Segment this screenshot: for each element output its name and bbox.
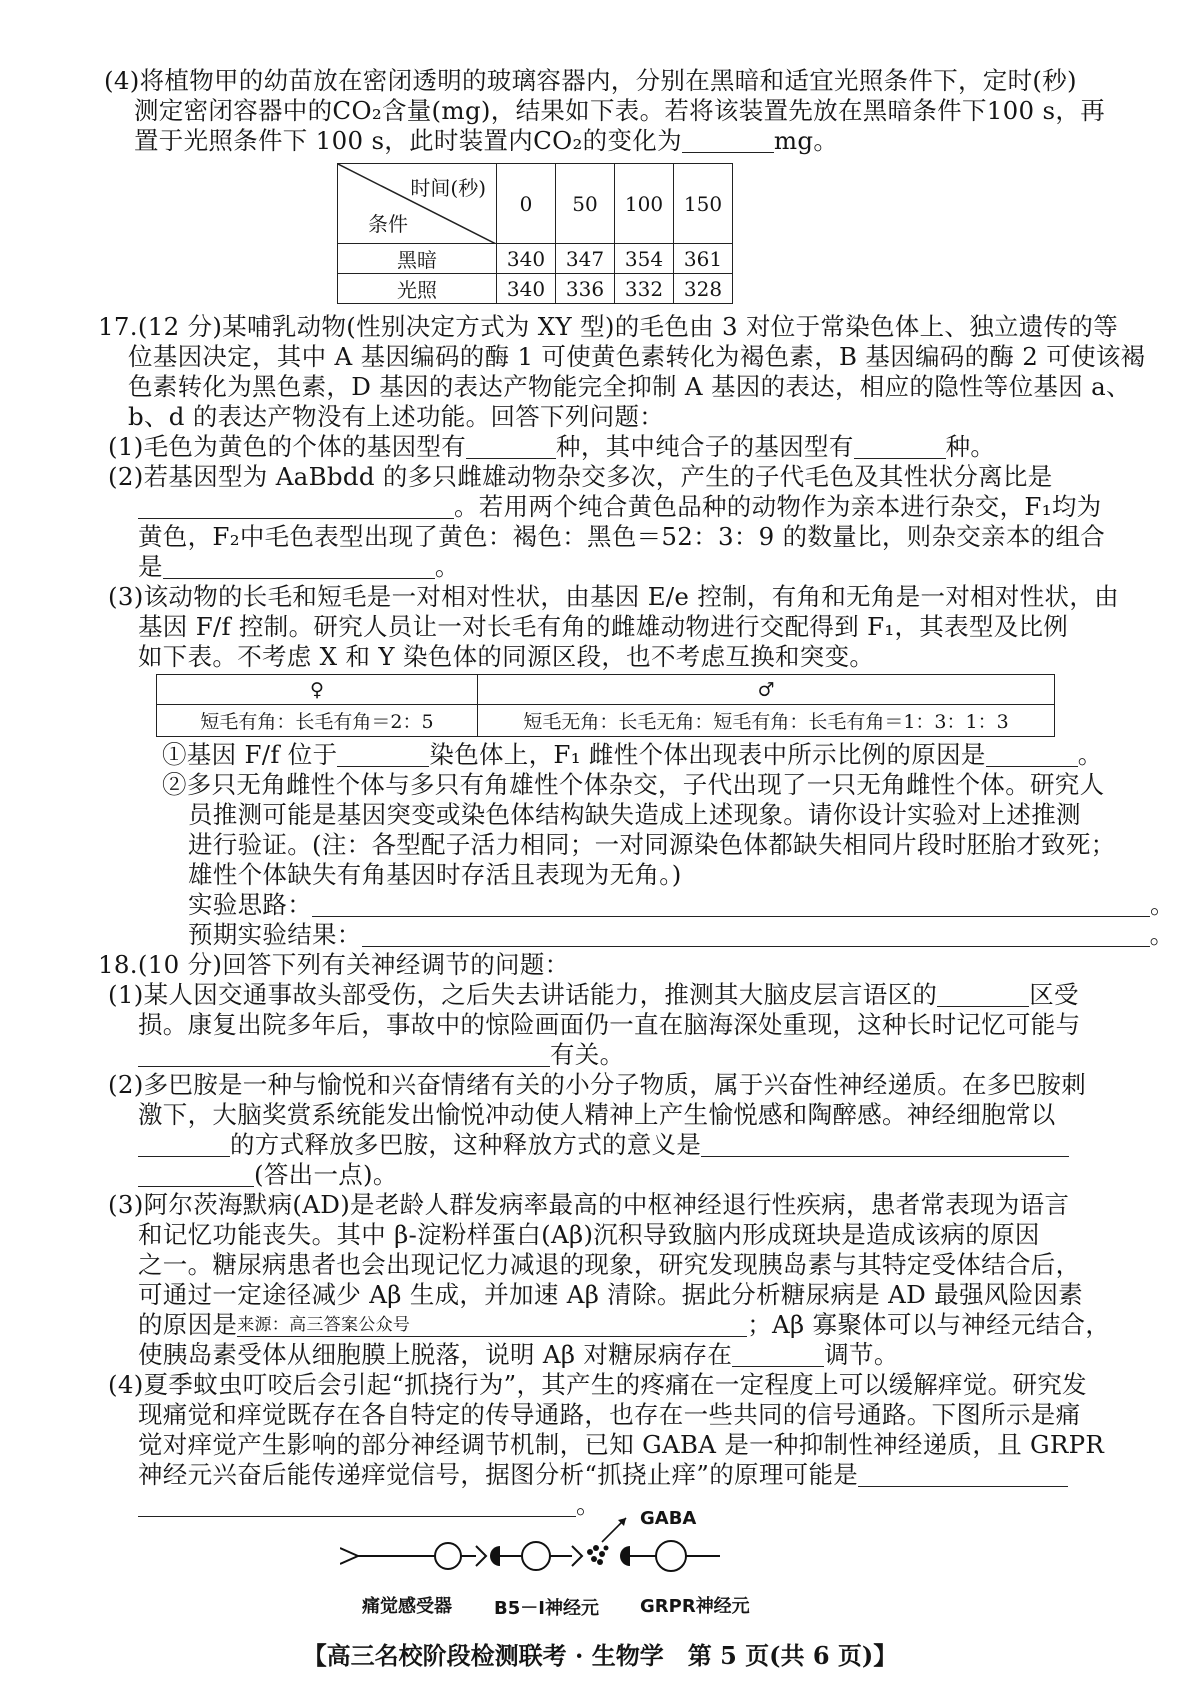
q17-expected-result — [188, 920, 1174, 950]
answer-blank[interactable] — [138, 1164, 254, 1187]
text: 神经元兴奋后能传递痒觉信号，据图分析“抓挠止痒”的原理可能是 — [138, 1460, 859, 1489]
text: 使胰岛素受体从细胞膜上脱落，说明 Aβ 对糖尿病存在 — [138, 1340, 733, 1369]
q18-part3-line3: 之一。糖尿病患者也会出现记忆力减退的现象，研究发现胰岛素与其特定受体结合后， — [138, 1250, 1081, 1279]
table-cell: 340 — [497, 274, 556, 304]
q17-experiment-idea — [188, 890, 1175, 920]
gaba-label: GABA — [640, 1508, 697, 1529]
table-cell: 340 — [497, 244, 556, 274]
q18-part2-line1: (2)多巴胺是一种与愉悦和兴奋情绪有关的小分子物质，属于兴奋性神经递质。在多巴胺刺 — [108, 1070, 1086, 1099]
text: ；Aβ 寡聚体可以与神经元结合， — [747, 1310, 1111, 1339]
q18-part3-line1: (3)阿尔茨海默病(AD)是老龄人群发病率最高的中枢神经退行性疾病，患者常表现为语言 — [108, 1190, 1070, 1219]
q17-part2-line4 — [138, 552, 460, 582]
co2-table — [337, 163, 733, 304]
text: 调节。 — [824, 1340, 899, 1369]
q18-part3-line6 — [138, 1340, 899, 1370]
corner-bottom: 条件 — [368, 212, 408, 236]
q17-part3-line1: (3)该动物的长毛和短毛是一对相对性状，由基因 E/e 控制，有角和无角是一对相对性状，由 — [108, 582, 1119, 611]
answer-blank[interactable] — [237, 1314, 747, 1337]
q17-line2: 位基因决定，其中 A 基因编码的酶 1 可使黄色素转化为褐色素，B 基因编码的酶 2 可使该褐 — [128, 342, 1146, 371]
f1-phenotype-table — [156, 674, 1055, 737]
answer-blank[interactable] — [682, 130, 774, 153]
text: 染色体上，F₁ 雌性个体出现表中所示比例的原因是 — [429, 740, 986, 769]
q17-part2-line2 — [138, 492, 1101, 522]
answer-blank[interactable] — [163, 556, 435, 579]
time-header: 100 — [615, 164, 674, 244]
q17-sub2-line3: 进行验证。(注：各型配子活力相同；一对同源染色体都缺失相同片段时胚胎才致死； — [188, 830, 1116, 859]
text: 实验思路： — [188, 890, 312, 919]
text: 。 — [1077, 740, 1103, 769]
q17-sub2-line4: 雄性个体缺失有角基因时存活且表现为无角。) — [188, 860, 682, 889]
text: 。 — [576, 1490, 601, 1519]
table-corner-cell — [338, 164, 497, 244]
q16-4-line1: (4)将植物甲的幼苗放在密闭透明的玻璃容器内，分别在黑暗和适宜光照条件下，定时(秒) — [104, 66, 1077, 95]
pain-receptor-icon — [340, 1548, 436, 1564]
text: 的原因是 — [138, 1310, 238, 1339]
text: mg。 — [773, 126, 839, 155]
q16-4-line3 — [134, 126, 838, 156]
q18-part4-line2: 现痛觉和痒觉既存在各自特定的传导通路，也存在一些共同的信号通路。下图所示是痛 — [138, 1400, 1081, 1429]
q17-sub1 — [162, 740, 1103, 770]
q18-part1-line1 — [108, 980, 1079, 1010]
q18-line1: 18.(10 分)回答下列有关神经调节的问题： — [98, 950, 570, 979]
male-header: ♂ — [478, 675, 1055, 705]
q17-part2-line3: 黄色，F₂中毛色表型出现了黄色：褐色：黑色＝52：3：9 的数量比，则杂交亲本的组合 — [138, 522, 1106, 551]
q18-part4-line1: (4)夏季蚊虫叮咬后会引起“抓挠行为”，其产生的疼痛在一定程度上可以缓解痒觉。研究发 — [108, 1370, 1087, 1399]
female-header: ♀ — [157, 675, 478, 705]
text: (1)某人因交通事故头部受伤，之后失去讲话能力，推测其大脑皮层言语区的 — [108, 980, 938, 1009]
answer-blank[interactable] — [337, 744, 429, 767]
q17-sub2-line1: ②多只无角雌性个体与多只有角雄性个体杂交，子代出现了一只无角雌性个体。研究人 — [162, 770, 1105, 799]
text: 区受 — [1029, 980, 1079, 1009]
table-cell: 347 — [556, 244, 615, 274]
answer-blank[interactable] — [732, 1344, 824, 1367]
q18-part3-line4: 可通过一定途径减少 Aβ 生成，并加速 Aβ 清除。据此分析糖尿病是 AD 最强风险因素 — [138, 1280, 1083, 1309]
table-cell: 328 — [674, 274, 733, 304]
b5-neuron — [490, 1542, 582, 1570]
time-header: 150 — [674, 164, 733, 244]
q17-part3-line3: 如下表。不考虑 X 和 Y 染色体的同源区段，也不考虑互换和突变。 — [138, 642, 875, 671]
text: 有关。 — [550, 1040, 625, 1069]
source-watermark: 来源：高三答案公众号 — [237, 1315, 411, 1335]
q17-part1 — [108, 432, 995, 462]
time-header: 0 — [497, 164, 556, 244]
text: 种，其中纯合子的基因型有 — [556, 432, 854, 461]
q18-part1-line2: 损。康复出院多年后，事故中的惊险画面仍一直在脑海深处重现，这种长时记忆可能与 — [138, 1010, 1081, 1039]
q18-part2-line3 — [138, 1130, 1069, 1160]
answer-blank[interactable] — [138, 1044, 550, 1067]
text: 的方式释放多巴胺，这种释放方式的意义是 — [230, 1130, 702, 1159]
text: 。 — [1150, 890, 1175, 919]
female-ratio: 短毛有角：长毛有角＝2：5 — [157, 705, 478, 737]
b5-neuron-label: B5－Ⅰ神经元 — [494, 1598, 599, 1619]
time-header: 50 — [556, 164, 615, 244]
text: 预期实验结果： — [188, 920, 362, 949]
q18-part2-line2: 激下，大脑奖赏系统能发出愉悦冲动使人精神上产生愉悦感和陶醉感。神经细胞常以 — [138, 1100, 1056, 1129]
q18-part4-line3: 觉对痒觉产生影响的部分神经调节机制，已知 GABA 是一种抑制性神经递质，且 GRPR — [138, 1430, 1105, 1459]
page-footer: 【高三名校阶段检测联考 · 生物学 第 5 页(共 6 页)】 — [302, 1641, 898, 1670]
neural-pathway-diagram — [340, 1502, 860, 1582]
answer-blank[interactable] — [701, 1134, 1069, 1157]
answer-blank[interactable] — [138, 496, 454, 519]
answer-blank[interactable] — [986, 744, 1078, 767]
pain-receptor-label: 痛觉感受器 — [362, 1596, 452, 1617]
q17-sub2-line2: 员推测可能是基因突变或染色体结构缺失造成上述现象。请你设计实验对上述推测 — [188, 800, 1081, 829]
q18-part3-line5 — [138, 1310, 1110, 1340]
grpr-neuron — [620, 1541, 720, 1571]
text: 。 — [434, 552, 460, 581]
text: (1)毛色为黄色的个体的基因型有 — [108, 432, 467, 461]
male-ratio: 短毛无角：长毛无角：短毛有角：长毛有角＝1：3：1：3 — [478, 705, 1055, 737]
text: 是 — [138, 552, 163, 581]
text: ①基因 F/f 位于 — [162, 740, 338, 769]
text: 。 — [1149, 920, 1175, 949]
answer-blank[interactable] — [937, 984, 1029, 1007]
q17-line1: 17.(12 分)某哺乳动物(性别决定方式为 XY 型)的毛色由 3 对位于常染色体上、独立遗传的等 — [98, 312, 1119, 341]
q17-part2-line1: (2)若基因型为 AaBbdd 的多只雌雄动物杂交多次，产生的子代毛色及其性状分离比是 — [108, 462, 1053, 491]
corner-top: 时间(秒) — [410, 176, 486, 200]
q18-part3-line2: 和记忆功能丧失。其中 β-淀粉样蛋白(Aβ)沉积导致脑内形成斑块是造成该病的原因 — [138, 1220, 1040, 1249]
answer-blank[interactable] — [138, 1134, 230, 1157]
q16-4-line2: 测定密闭容器中的CO₂含量(mg)，结果如下表。若将该装置先放在黑暗条件下100 s，再 — [134, 96, 1106, 125]
grpr-neuron-label: GRPR神经元 — [640, 1596, 750, 1617]
q18-part1-line3 — [138, 1040, 624, 1070]
table-cell: 354 — [615, 244, 674, 274]
text: 种。 — [945, 432, 996, 461]
gaba-vesicles-icon — [587, 1545, 609, 1565]
answer-blank[interactable] — [312, 894, 1150, 917]
text: 置于光照条件下 100 s，此时装置内CO₂的变化为 — [134, 126, 682, 155]
q17-part3-line2: 基因 F/f 控制。研究人员让一对长毛有角的雌雄动物进行交配得到 F₁，其表型及比例 — [138, 612, 1069, 641]
table-cell: 361 — [674, 244, 733, 274]
q17-line4: b、d 的表达产物没有上述功能。回答下列问题： — [128, 402, 665, 431]
answer-blank[interactable] — [854, 436, 946, 459]
first-neuron — [435, 1543, 486, 1569]
q18-part2-line4 — [138, 1160, 398, 1190]
table-cell: 336 — [556, 274, 615, 304]
row-label: 黑暗 — [338, 244, 497, 274]
row-label: 光照 — [338, 274, 497, 304]
answer-blank[interactable] — [466, 436, 556, 459]
table-cell: 332 — [615, 274, 674, 304]
q18-part4-line4 — [138, 1460, 1068, 1490]
text: (答出一点)。 — [254, 1160, 398, 1189]
answer-blank[interactable] — [362, 924, 1150, 947]
answer-blank[interactable] — [858, 1464, 1068, 1487]
q17-line3: 色素转化为黑色素，D 基因的表达产物能完全抑制 A 基因的表达，相应的隐性等位基因 a、 — [128, 372, 1131, 401]
text: 。若用两个纯合黄色品种的动物作为亲本进行杂交，F₁均为 — [454, 492, 1102, 521]
